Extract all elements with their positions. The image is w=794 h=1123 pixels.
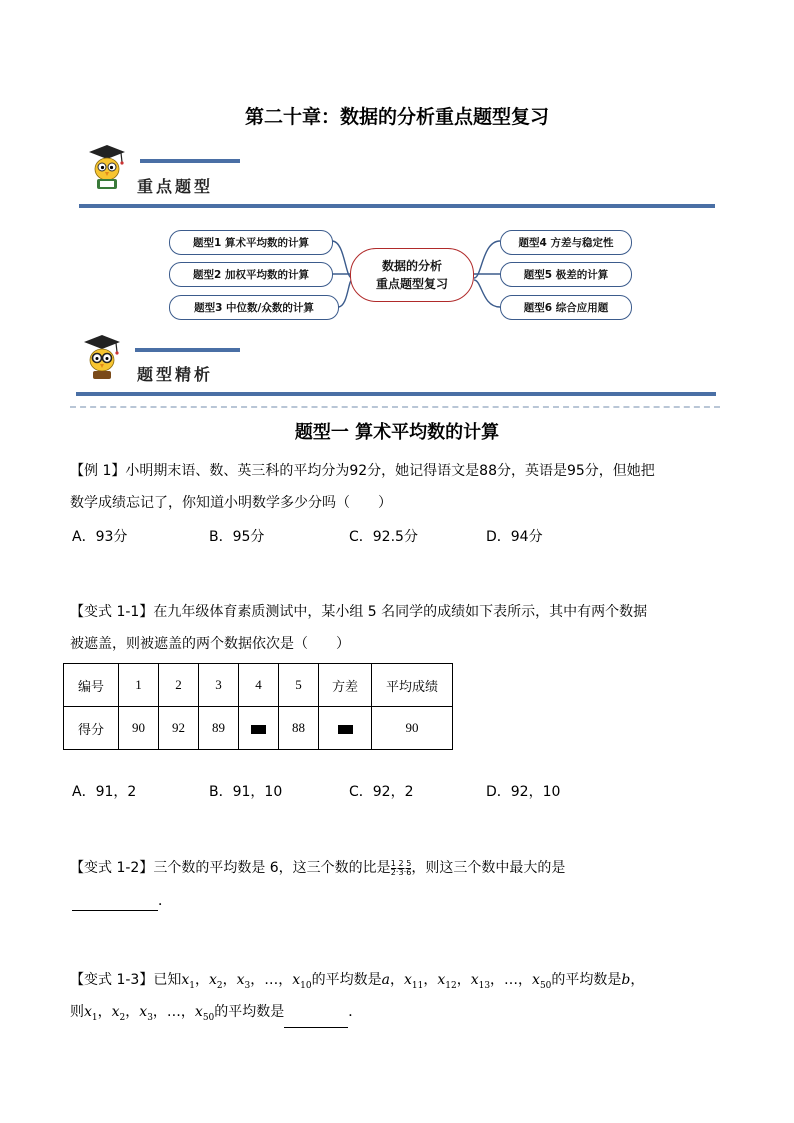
math-x2: $x_2$ bbox=[208, 972, 223, 991]
banner-bottom-line bbox=[79, 204, 715, 208]
fraction-1-num: 1 bbox=[390, 858, 396, 868]
table-row bbox=[64, 664, 453, 707]
table-cell: 89 bbox=[199, 707, 239, 750]
math-x11: $x_{11}$ bbox=[403, 972, 424, 991]
variant13-mid1: 的平均数是 bbox=[311, 972, 382, 988]
mindmap-right-item-4: 题型4 方差与稳定性 bbox=[500, 230, 632, 255]
table-cell: 92 bbox=[159, 707, 199, 750]
example1-option-b: B．95分 bbox=[209, 529, 265, 545]
math-x50: $x_{50}$ bbox=[532, 972, 552, 991]
variant12-line2 bbox=[72, 891, 172, 911]
mascot-glasses-icon bbox=[80, 332, 124, 386]
table-cell: 编号 bbox=[64, 664, 119, 707]
masked-value-block bbox=[338, 725, 353, 734]
banner-top-line bbox=[140, 159, 240, 163]
math-dots: … bbox=[264, 972, 279, 988]
banner2-bottom-line bbox=[76, 392, 716, 396]
math-x50: $x_{50}$ bbox=[194, 1004, 215, 1023]
banner2-top-line bbox=[135, 348, 240, 352]
variant12-suffix: ，则这三个数中最大的是 bbox=[411, 860, 566, 876]
math-x10: $x_{10}$ bbox=[292, 972, 312, 991]
table-cell: 平均成绩 bbox=[372, 664, 453, 707]
table-cell: 方差 bbox=[319, 664, 372, 707]
variant13-label: 【变式 1-3】已知 bbox=[70, 972, 182, 988]
variant11-line2: 被遮盖，则被遮盖的两个数据依次是（ ） bbox=[70, 636, 350, 652]
variant13-then: 则 bbox=[70, 1004, 84, 1020]
math-b: b bbox=[621, 972, 631, 988]
table-cell: 3 bbox=[199, 664, 239, 707]
variant11-option-c: C．92，2 bbox=[349, 784, 414, 800]
fraction-1-den: 2 bbox=[390, 867, 396, 877]
math-x13: $x_{13}$ bbox=[470, 972, 491, 991]
score-table bbox=[63, 663, 453, 750]
variant11-option-a: A．91，2 bbox=[72, 784, 137, 800]
mindmap-left-item-3: 题型3 中位数/众数的计算 bbox=[169, 295, 339, 320]
fraction-2-num: 2 bbox=[398, 858, 404, 868]
mindmap-center-line2: 重点题型复习 bbox=[375, 277, 448, 291]
mindmap-left-item-2: 题型2 加权平均数的计算 bbox=[169, 262, 333, 287]
mindmap-center bbox=[350, 248, 474, 302]
math-x3: $x_3$ bbox=[139, 1004, 153, 1023]
variant12-end: ． bbox=[158, 893, 172, 909]
variant12-prefix: 【变式 1-2】三个数的平均数是 6，这三个数的比是 bbox=[70, 860, 391, 876]
answer-blank[interactable] bbox=[284, 1009, 348, 1028]
variant13-line1: 【变式 1-3】已知$x_1$，$x_2$，$x_3$，…，$x_{10}$的平均数是a，$x_{11}$，$x_{12}$，$x_{13}$，…，$x_{50}$的平均数是b， bbox=[70, 972, 645, 991]
answer-blank[interactable] bbox=[72, 892, 158, 911]
example1-line2: 数学成绩忘记了，你知道小明数学多少分吗（ ） bbox=[70, 495, 392, 511]
mindmap-left-item-1: 题型1 算术平均数的计算 bbox=[169, 230, 333, 255]
table-cell: 88 bbox=[279, 707, 319, 750]
example1-line1: 【例 1】小明期末语、数、英三科的平均分为92分，她记得语文是88分，英语是95分，但她把 bbox=[70, 463, 655, 479]
table-cell: 得分 bbox=[64, 707, 119, 750]
table-cell: 2 bbox=[159, 664, 199, 707]
variant12-line1: 【变式 1-2】三个数的平均数是 6，这三个数的比是 $\frac{1}{2}$ : $\frac{2}{3}$ : $\frac{5}{6}$ ，则这三个数中最大的是 bbox=[70, 858, 566, 877]
mindmap-right-item-5: 题型5 极差的计算 bbox=[500, 262, 632, 287]
table-cell-masked bbox=[319, 707, 372, 750]
table-row bbox=[64, 707, 453, 750]
math-x1: $x_1$ bbox=[181, 972, 195, 991]
table-cell: 90 bbox=[119, 707, 159, 750]
mascot-graduate-icon bbox=[85, 142, 129, 196]
page-title: 第二十章：数据的分析重点题型复习 bbox=[244, 106, 549, 128]
mindmap-right-item-6: 题型6 综合应用题 bbox=[500, 295, 632, 320]
mindmap-center-line1: 数据的分析 bbox=[381, 259, 442, 273]
example1-option-c: C．92.5分 bbox=[349, 529, 418, 545]
banner-label-key-types: 重点题型 bbox=[137, 177, 214, 196]
variant13-line2: 则$x_1$，$x_2$，$x_3$，…，$x_{50}$的平均数是 ． bbox=[70, 1002, 362, 1028]
math-x2: $x_2$ bbox=[111, 1004, 126, 1023]
variant11-option-d: D．92，10 bbox=[486, 784, 561, 800]
variant11-option-b: B．91，10 bbox=[209, 784, 283, 800]
section-divider bbox=[70, 406, 720, 408]
fraction-2-den: 3 bbox=[398, 867, 404, 877]
section-title: 题型一 算术平均数的计算 bbox=[294, 422, 500, 443]
table-cell: 90 bbox=[372, 707, 453, 750]
fraction-3-den: 6 bbox=[406, 867, 412, 877]
math-x12: $x_{12}$ bbox=[437, 972, 457, 991]
masked-value-block bbox=[251, 725, 266, 734]
table-cell: 1 bbox=[119, 664, 159, 707]
table-cell: 4 bbox=[239, 664, 279, 707]
banner-label-analysis: 题型精析 bbox=[137, 365, 214, 384]
table-cell: 5 bbox=[279, 664, 319, 707]
example1-option-a: A．93分 bbox=[72, 529, 128, 545]
math-x3: $x_3$ bbox=[236, 972, 251, 991]
table-cell-masked bbox=[239, 707, 279, 750]
math-a: a bbox=[381, 972, 390, 988]
variant11-line1: 【变式 1-1】在九年级体育素质测试中，某小组 5 名同学的成绩如下表所示，其中有两个数据 bbox=[70, 604, 648, 620]
math-x1: $x_1$ bbox=[84, 1004, 98, 1023]
example1-option-d: D．94分 bbox=[486, 529, 543, 545]
fraction-3-num: 5 bbox=[406, 858, 412, 868]
